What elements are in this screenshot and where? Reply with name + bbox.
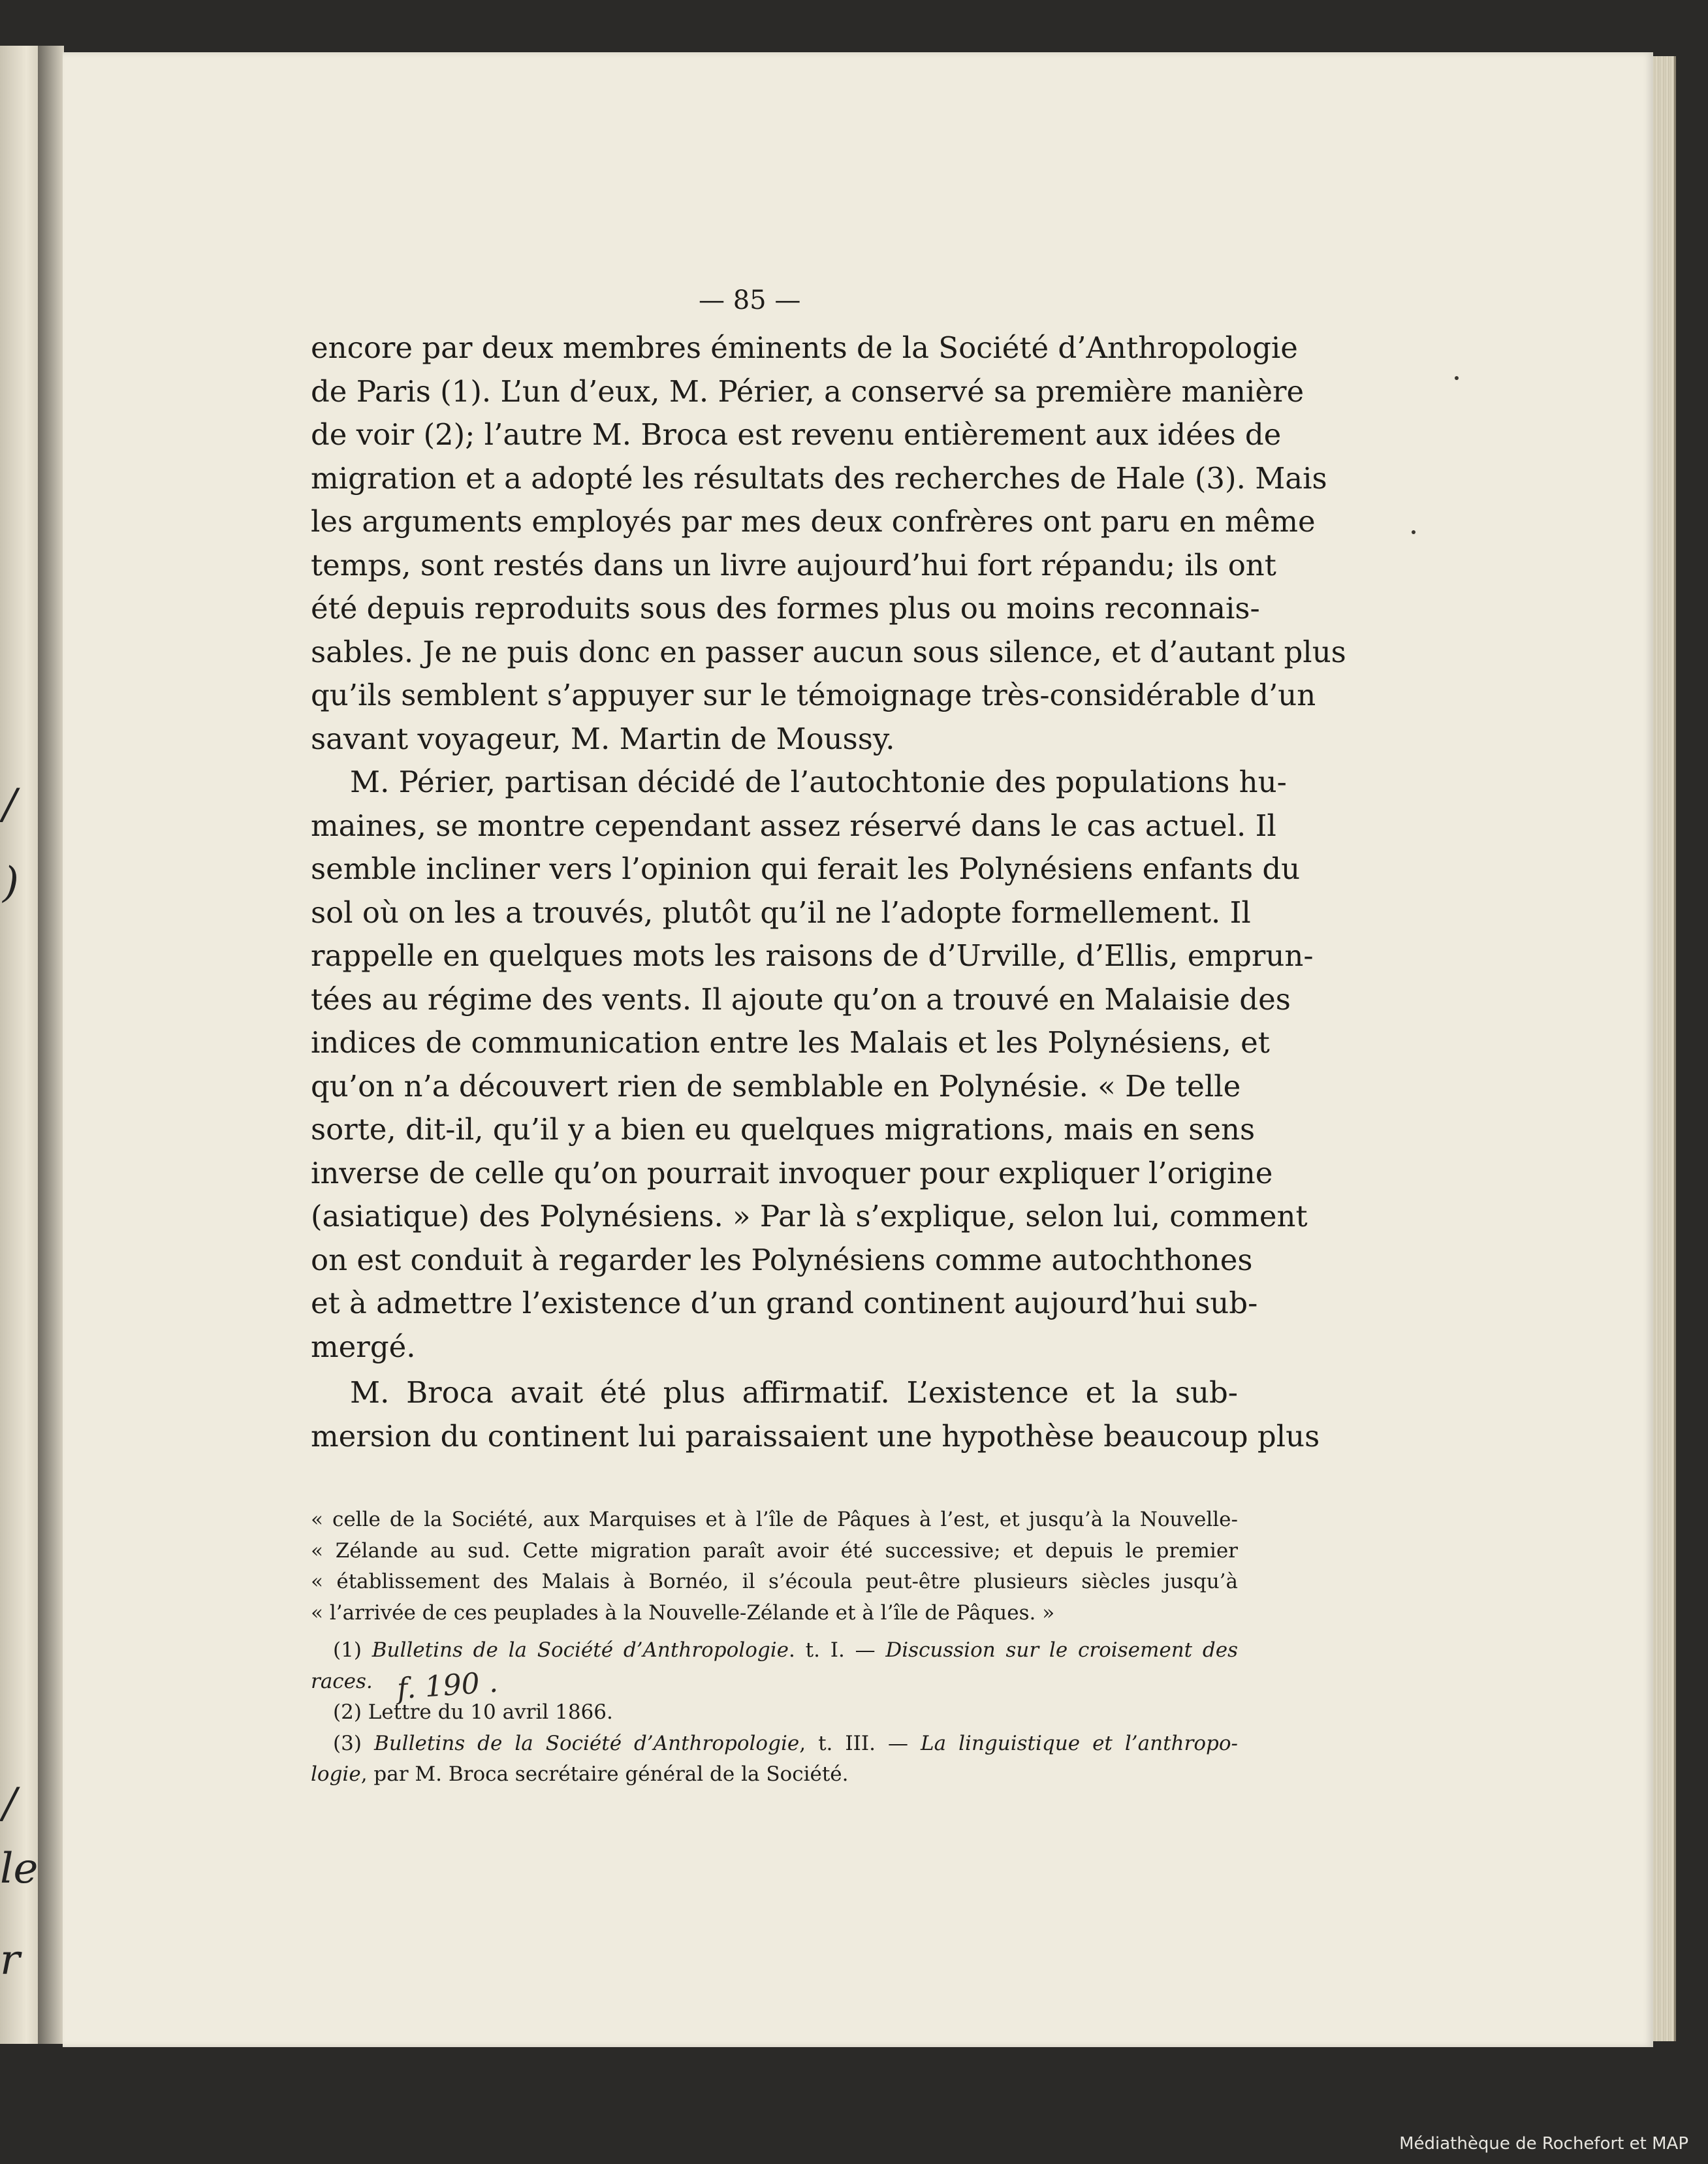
- margin-mark: /: [3, 780, 17, 829]
- footnote-1-continued: races.: [311, 1669, 373, 1693]
- margin-mark: /: [3, 1779, 17, 1828]
- body-line: et à admettre l’existence d’un grand continent aujourd’hui sub-: [311, 1286, 1258, 1320]
- body-line: M. Périer, partisan décidé de l’autochtonie des populations hu-: [350, 765, 1287, 799]
- body-line: été depuis reproduits sous des formes plus ou moins reconnais-: [311, 591, 1260, 626]
- margin-mark: r: [0, 1936, 20, 1984]
- margin-mark: ): [3, 859, 19, 907]
- body-line: migration et a adopté les résultats des recherches de Hale (3). Mais: [311, 460, 1327, 496]
- body-line: de voir (2); l’autre M. Broca est revenu entièrement aux idées de: [311, 417, 1282, 452]
- footnote-1: (1) Bulletins de la Société d’Anthropologie. t. I. — Discussion sur le croisement des: [333, 1638, 1239, 1662]
- quotation-line: « celle de la Société, aux Marquises et à l’île de Pâques à l’est, et jusqu’à la Nouvelle-: [311, 1508, 1238, 1531]
- quotation-line: « Zélande au sud. Cette migration paraît avoir été successive; et depuis le premier: [311, 1538, 1238, 1563]
- body-line: rappelle en quelques mots les raisons de d’Urville, d’Ellis, emprun-: [311, 938, 1314, 973]
- handwritten-annotation: f. 190 .: [396, 1665, 499, 1706]
- quotation-line: « établissement des Malais à Bornéo, il s’écoula peut-être plusieurs siècles jusqu’à: [311, 1570, 1238, 1593]
- footnotes-block: [311, 1504, 1238, 1790]
- body-line: savant voyageur, M. Martin de Moussy.: [311, 721, 895, 756]
- book-gutter: [38, 46, 64, 2044]
- previous-page-edge: [0, 46, 39, 2044]
- library-credit: Médiathèque de Rochefort et MAP: [1399, 2134, 1688, 2154]
- body-line: (asiatique) des Polynésiens. » Par là s’explique, selon lui, comment: [311, 1199, 1308, 1233]
- body-line: qu’ils semblent s’appuyer sur le témoignage très-considérable d’un: [311, 678, 1316, 712]
- body-line: indices de communication entre les Malais et les Polynésiens, et: [311, 1025, 1270, 1060]
- footnote-2: (2) Lettre du 10 avril 1866.: [333, 1700, 613, 1724]
- body-line: semble incliner vers l’opinion qui ferait les Polynésiens enfants du: [311, 851, 1301, 886]
- paper-speck: [1412, 530, 1415, 534]
- body-line: les arguments employés par mes deux confrères ont paru en même: [311, 504, 1316, 539]
- body-line: sables. Je ne puis donc en passer aucun sous silence, et d’autant plus: [311, 634, 1346, 669]
- body-line: qu’on n’a découvert rien de semblable en Polynésie. « De telle: [311, 1068, 1241, 1104]
- footnote-3: (3) Bulletins de la Société d’Anthropologie, t. III. — La linguistique et l’anthropo-: [333, 1731, 1238, 1755]
- body-line: mersion du continent lui paraissaient une hypothèse beaucoup plus: [311, 1418, 1320, 1454]
- body-text: [311, 326, 1346, 1458]
- footnote-3-continued: logie, par M. Broca secrétaire général de la Société.: [311, 1762, 849, 1786]
- paper-speck: [1455, 376, 1459, 380]
- body-line: temps, sont restés dans un livre aujourd’hui fort répandu; ils ont: [311, 547, 1276, 582]
- body-line: tées au régime des vents. Il ajoute qu’on a trouvé en Malaisie des: [311, 981, 1291, 1017]
- page-number: — 85 —: [699, 285, 801, 315]
- body-line: on est conduit à regarder les Polynésiens comme autochthones: [311, 1242, 1253, 1277]
- body-line: sorte, dit-il, qu’il y a bien eu quelques migrations, mais en sens: [311, 1112, 1256, 1147]
- body-line: de Paris (1). L’un d’eux, M. Périer, a conservé sa première manière: [311, 374, 1305, 409]
- body-line: inverse de celle qu’on pourrait invoquer pour expliquer l’origine: [311, 1155, 1273, 1190]
- quotation-continuation: [311, 1504, 1238, 1629]
- body-line: sol où on les a trouvés, plutôt qu’il ne l’adopte formellement. Il: [311, 895, 1251, 930]
- margin-mark: le: [0, 1845, 39, 1893]
- body-line: maines, se montre cependant assez réservé dans le cas actuel. Il: [311, 808, 1276, 843]
- page-edges: [1653, 56, 1676, 2041]
- body-line: M. Broca avait été plus affirmatif. L’existence et la sub-: [350, 1375, 1238, 1410]
- quotation-line: « l’arrivée de ces peuplades à la Nouvelle-Zélande et à l’île de Pâques. »: [311, 1600, 1055, 1625]
- body-line: encore par deux membres éminents de la Société d’Anthropologie: [311, 330, 1298, 365]
- body-line: mergé.: [311, 1329, 416, 1364]
